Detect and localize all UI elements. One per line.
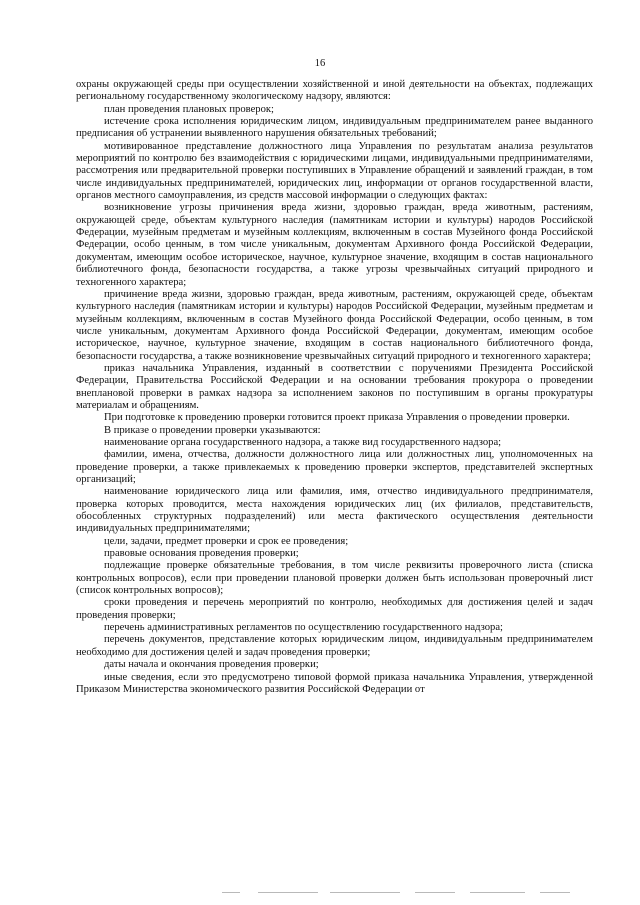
- paragraph: сроки проведения и перечень мероприятий по контролю, необходимых для достижения целей и задач проведения проверки;: [76, 597, 593, 621]
- paragraph: В приказе о проведении проверки указываются:: [104, 424, 321, 436]
- paragraph: истечение срока исполнения юридическим лицом, индивидуальным предпринимателем ранее выданного предписания об устранении выявленного нарушения обязательных требований;: [76, 116, 593, 140]
- paragraph: наименование юридического лица или фамилия, имя, отчество индивидуального предпринимателя, проверка которых проводится, места нахождения юридических лиц (их филиалов, представительств, обособленных структурных подразделений) или места фактического осуществления деятельности индивидуальных предпринимателями;: [76, 486, 593, 535]
- paragraph: приказ начальника Управления, изданный в соответствии с поручениями Президента Российской Федерации, Правительства Российской Федерации и на основании требования прокурора о проведении внеплановой проверки в рамках надзора за исполнением законов по поступившим в органы прокуратуры материалам и обращениям.: [76, 362, 593, 411]
- paragraph: При подготовке к проведению проверки готовится проект приказа Управления о проведении проверки.: [104, 412, 570, 424]
- paragraph: перечень документов, представление которых юридическим лицом, индивидуальным предпринимателем необходимо для достижения целей и задач проведения проверки;: [76, 634, 593, 658]
- paragraph: охраны окружающей среды при осуществлении хозяйственной и иной деятельности на объектах, подлежащих региональному государственному экологическому надзору, являются:: [76, 79, 593, 103]
- page-number: 16: [314, 58, 326, 69]
- paragraph: наименование органа государственного надзора, а также вид государственного надзора;: [104, 436, 502, 448]
- paragraph: мотивированное представление должностного лица Управления по результатам анализа результатов мероприятий по контролю без взаимодействия с юридическими лицами, индивидуальными предпринимателями, рассмотрения или предварительной проверки поступивших в Управление обращений и заявлений граждан, в том числе индивидуальных предпринимателей, юридических лиц, информации от органов государственной власти, органов местного самоуправления, из средств массовой информации о следующих фактах:: [76, 140, 593, 202]
- paragraph: план проведения плановых проверок;: [104, 103, 274, 115]
- paragraph: даты начала и окончания проведения проверки;: [104, 659, 319, 671]
- paragraph: правовые основания проведения проверки;: [104, 548, 299, 560]
- scan-artifact-marks: [200, 890, 620, 896]
- paragraph: фамилии, имена, отчества, должности должностного лица или должностных лиц, уполномоченных на проведение проверки, а также привлекаемых к проведению проверки экспертов, представителей экспертных организаций;: [76, 449, 593, 485]
- paragraph: цели, задачи, предмет проверки и срок ее проведения;: [104, 535, 349, 547]
- paragraph: возникновение угрозы причинения вреда жизни, здоровью граждан, вреда животным, растениям, окружающей среде, объектам культурного наследия (памятникам истории и культуры) народов Российской Федерации, музейным предметам и музейным коллекциям, включенным в состав Музейного фонда Российской Федерации, особо ценным, в том числе уникальным, документам Архивного фонда Российской Федерации, документам, имеющим особое историческое, научное, культурное значение, входящим в состав национального библиотечного фонда, безопасности государства, а также угрозы чрезвычайных ситуаций природного и техногенного характера;: [76, 202, 593, 288]
- document-body: [76, 79, 593, 696]
- paragraph: иные сведения, если это предусмотрено типовой формой приказа начальника Управления, утвержденной Приказом Министерства экономического развития Российской Федерации от: [76, 671, 593, 695]
- paragraph: подлежащие проверке обязательные требования, в том числе реквизиты проверочного листа (списка контрольных вопросов), если при проведении плановой проверки должен быть использован проверочный лист (список контрольных вопросов);: [76, 560, 593, 597]
- paragraph: перечень административных регламентов по осуществлению государственного надзора;: [104, 622, 503, 634]
- paragraph: причинение вреда жизни, здоровью граждан, вреда животным, растениям, окружающей среде, объектам культурного наследия (памятникам истории и культуры) народов Российской Федерации, музейным предметам и музейным коллекциям, включенным в состав Музейного фонда Российской Федерации, особо ценным, в том числе уникальным, документам Архивного фонда Российской Федерации, документам, имеющим особое историческое, научное, культурное значение, входящим в состав национального библиотечного фонда, безопасности государства, а также возникновение чрезвычайных ситуаций природного и техногенного характера;: [76, 288, 593, 362]
